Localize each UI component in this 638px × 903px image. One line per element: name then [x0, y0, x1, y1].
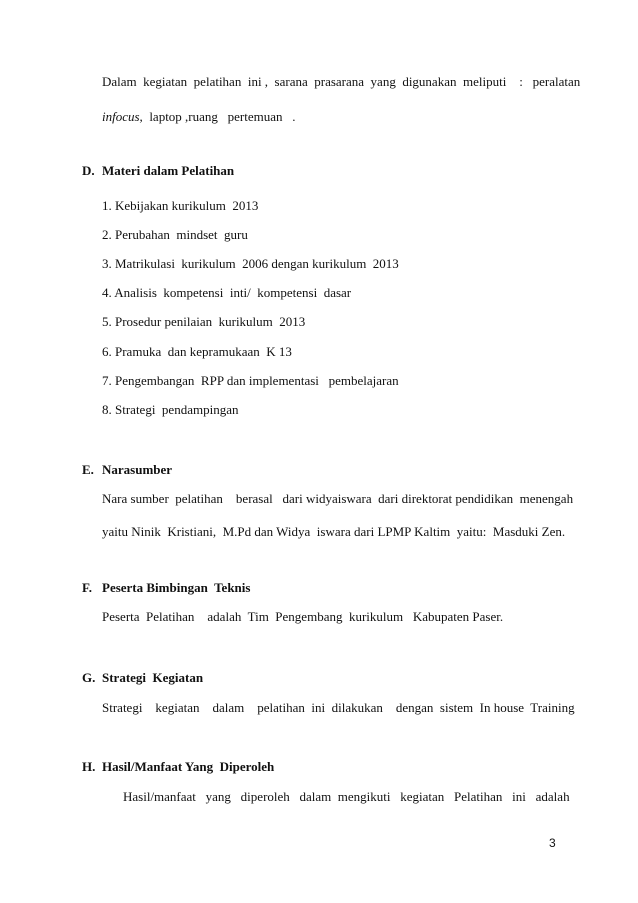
section-e-title: Narasumber: [102, 462, 173, 477]
intro-line-2: [102, 109, 296, 125]
section-f-heading: [82, 580, 250, 596]
intro-line-1: Dalam kegiatan pelatihan ini , sarana prasarana yang digunakan meliputi : peralatan: [102, 74, 581, 89]
section-g-heading: [82, 670, 203, 686]
section-h-letter: H.: [82, 759, 96, 774]
section-e-line-1: Nara sumber pelatihan berasal dari widyaiswara dari direktorat pendidikan menengah: [102, 491, 574, 506]
section-h-line-1: Hasil/manfaat yang diperoleh dalam mengikuti kegiatan Pelatihan ini adalah: [123, 789, 570, 804]
section-h-title: Hasil/Manfaat Yang Diperoleh: [102, 759, 275, 774]
section-e-line-2: yaitu Ninik Kristiani, M.Pd dan Widya iswara dari LPMP Kaltim yaitu: Masduki Zen.: [102, 524, 566, 539]
section-d-item: 3. Matrikulasi kurikulum 2006 dengan kurikulum 2013: [102, 256, 399, 271]
section-d-item: 8. Strategi pendampingan: [102, 402, 239, 417]
section-h-heading: [82, 759, 274, 775]
section-d-item: 2. Perubahan mindset guru: [102, 227, 248, 242]
intro-line-2-rest: laptop ,ruang pertemuan .: [142, 109, 296, 124]
section-d-item: 5. Prosedur penilaian kurikulum 2013: [102, 314, 306, 329]
section-e-letter: E.: [82, 462, 94, 477]
section-d-title: Materi dalam Pelatihan: [102, 163, 235, 178]
section-g-letter: G.: [82, 670, 96, 685]
section-g-line-1: Strategi kegiatan dalam pelatihan ini dilakukan dengan sistem In house Training: [102, 700, 575, 715]
section-d-heading: [82, 163, 234, 179]
section-d-item: 1. Kebijakan kurikulum 2013: [102, 198, 259, 213]
section-d-item: 6. Pramuka dan kepramukaan K 13: [102, 344, 292, 359]
intro-italic-term: infocus,: [102, 109, 143, 124]
section-e-heading: [82, 462, 172, 478]
section-f-title: Peserta Bimbingan Teknis: [102, 580, 251, 595]
page-number: 3: [549, 836, 556, 850]
section-d-item: 4. Analisis kompetensi inti/ kompetensi dasar: [102, 285, 352, 300]
section-g-title: Strategi Kegiatan: [102, 670, 204, 685]
section-f-letter: F.: [82, 580, 92, 595]
section-d-letter: D.: [82, 163, 95, 178]
section-f-line-1: Peserta Pelatihan adalah Tim Pengembang kurikulum Kabupaten Paser.: [102, 609, 504, 624]
section-d-item: 7. Pengembangan RPP dan implementasi pembelajaran: [102, 373, 399, 388]
